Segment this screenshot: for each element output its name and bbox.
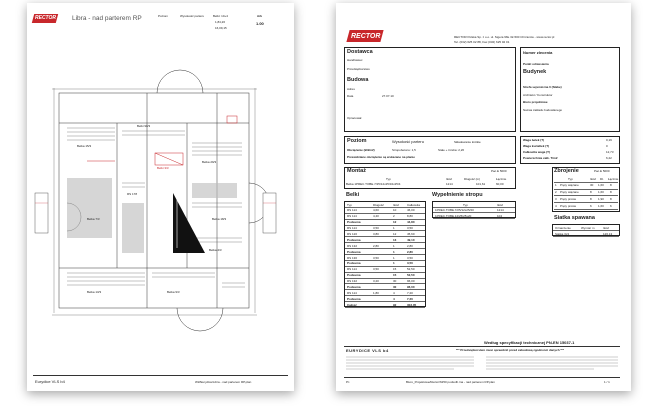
belki-cell: Podsuma	[347, 249, 361, 254]
belki-cell: 45,60	[407, 231, 415, 236]
belki-cell: 44,80	[407, 220, 415, 225]
belki-cell: 1	[393, 249, 395, 254]
weight-label: Waga kształtek (T)	[523, 144, 550, 148]
page-title: Libra - nad parterem RP	[72, 15, 142, 22]
adres-label: Adres	[347, 87, 355, 91]
przedsiebiorstwo-label: Przedsiębiorstwo	[347, 67, 370, 71]
nazwa-zakladu: Nazwa zakładu budowlanego	[523, 108, 563, 112]
belki-cell: Podsuma	[347, 261, 361, 266]
zlecenie-box	[520, 47, 620, 132]
belki-cell: 3,80	[373, 231, 379, 236]
belki-cell: RS 114	[347, 267, 357, 272]
numer-zlecenia: Numer zlecenia	[523, 50, 553, 55]
belki-cell: 52,50	[407, 267, 415, 272]
belki-cell: 1	[393, 261, 395, 266]
strefa-sejsmiczna: Strefa sejsmiczna 0 (Słabe)	[523, 85, 562, 89]
obciazenie-label: Obciążenie (kN/m2)	[347, 148, 375, 152]
belki-cell: 7,20	[407, 296, 413, 301]
montaz-col-ilosc: Ilość	[446, 177, 453, 181]
siatka-col-header: Wymiar m	[581, 225, 595, 230]
zbrojenie-heading: Zbrojenie	[554, 168, 579, 174]
montaz-heading: Montaż	[347, 168, 366, 174]
belki-cell: 13	[393, 237, 397, 242]
montaz-row-qty: 1214	[446, 182, 453, 186]
budowa-heading: Budowa	[347, 77, 369, 83]
footer-note: *** Przedsiębiorstwo musi sprawdzić przed zabudową zgodności danych ***	[456, 348, 564, 352]
zbrojenie-cell: 1,60	[598, 183, 604, 188]
zbrojenie-cell: 6	[610, 203, 612, 208]
belki-cell: 52,50	[407, 273, 415, 278]
specification-sheet	[336, 3, 631, 391]
header-val-b: 16,09,15	[215, 26, 227, 30]
belki-cell: 303,05	[407, 302, 417, 307]
weight-value: 12,73	[606, 150, 614, 154]
header-belki: Belki: 10+4	[213, 14, 228, 18]
belki-cell: RS 114	[347, 214, 357, 219]
footer-page: 1 / 1	[604, 380, 610, 384]
footer-right: WZ/Eurydice/Libra - nad parterem RP.plan	[195, 380, 252, 384]
belki-cell: 49,10	[407, 237, 415, 242]
zbrojenie-cell: 8	[590, 196, 592, 201]
zbrojenie-cell: 2	[555, 190, 557, 195]
zbrojenie-cell: Pręty proste	[560, 196, 577, 201]
belki-cell: Podsuma	[347, 296, 361, 301]
zbrojenie-cell: 3	[555, 196, 557, 201]
zbrojenie-cell: 8	[610, 183, 612, 188]
biuro-projektowe: Biuro projektowe	[523, 100, 548, 104]
belki-cell: Podsuma	[347, 273, 361, 278]
belki-cell: 4,60	[373, 208, 379, 213]
weight-value: 6,22	[606, 156, 612, 160]
zbrojenie-cell: Pręty wiązane	[560, 183, 579, 188]
wypelnienie-cell: 1PREC.TOBE.7/25/12x25/20	[435, 208, 474, 213]
belki-cell: 46,00	[407, 208, 415, 213]
footer-rule	[33, 375, 288, 376]
belki-cell: 15	[393, 267, 397, 272]
belki-cell: 3,50	[373, 226, 379, 231]
belki-cell: RS 130	[347, 255, 358, 260]
belki-cell: 1	[393, 255, 395, 260]
zbrojenie-row	[554, 190, 618, 197]
company-line-2: Tel. (032) 625 02 88, Fax (032) 625 02 01	[454, 40, 510, 44]
footer-left: P.I.	[346, 380, 351, 384]
belki-cell: Podsuma	[347, 237, 361, 242]
wypelnienie-col-header: Ilość	[497, 202, 504, 207]
rector-logo-text: RECTOR	[351, 33, 381, 40]
plan-label-10: Belka 9/3	[167, 290, 180, 294]
header-val-a: 1,84,26	[215, 20, 226, 24]
montaz-row-type: Belka 1PREC.TOBE.7/25/12x25/32x25/4	[346, 182, 401, 186]
zbrojenie-row	[554, 183, 618, 190]
belki-cell: 4	[393, 290, 395, 295]
zbrojenie-cell: 1,60	[598, 203, 604, 208]
zbrojenie-cell: 1,60	[598, 190, 604, 195]
belki-cell: 3,50	[407, 255, 413, 260]
zbrojenie-cell: 6	[590, 203, 592, 208]
plan-label-9: Belka 13/3	[87, 290, 102, 294]
zbrojenie-cell: Pręty proste	[560, 203, 577, 208]
punkt-odniesienia: Punkt odniesienia	[523, 62, 549, 66]
belki-cell: Podsuma	[347, 220, 361, 225]
belki-table	[344, 201, 426, 307]
siatka-table	[552, 224, 620, 236]
belki-cell: 3,50	[407, 226, 413, 231]
belki-row	[345, 302, 425, 308]
eurydice-label: EURYDICE VLS b4	[346, 348, 389, 353]
spec-rule	[344, 346, 620, 347]
belki-cell: Całość	[347, 302, 357, 307]
footer-path: Biuro_Projektowe/Rector/6250 podsufit.rna - nad parterem RP.plan	[406, 380, 495, 384]
siatka-col-header: Ilość	[603, 225, 610, 230]
belki-cell: 3,50	[373, 267, 379, 272]
belki-cell: RS 120	[347, 231, 358, 236]
belki-cell: 1	[393, 243, 395, 248]
dostawca-box	[344, 47, 516, 132]
belki-cell: 4,40	[373, 214, 379, 219]
zbrojenie-cell: 8	[610, 196, 612, 201]
przewidziane-note: Przewidziane obciążenie są wskazane na planie	[347, 155, 415, 159]
belki-cell: RS 114	[347, 290, 357, 295]
belki-cell: 3,20	[373, 279, 379, 284]
belki-col-header: Całkowita	[407, 202, 421, 207]
footer-left: Eurydice VLS b4	[35, 379, 65, 384]
belki-cell: 2,80	[407, 243, 413, 248]
belki-cell: 12	[393, 231, 397, 236]
rector-logo-text: RECTOR	[35, 15, 57, 21]
wypelnienie-cell: 1PREC.TOBE.12/25/25x20	[435, 213, 472, 218]
belki-cell: 2,80	[407, 249, 413, 254]
belki-cell: 92	[393, 302, 397, 307]
siatka-col-header: Oznaczenie	[555, 225, 571, 230]
company-line-1: RECTOR Polska Sp. z o.o. ul. Sigera 98e 32-500 Chrzanów - www.rector.pl	[454, 35, 555, 39]
header-ref-label: Ark	[257, 14, 263, 18]
belki-cell: RS 132	[347, 243, 358, 248]
data-label: Data	[347, 94, 354, 98]
weight-label: Powierzchnia całk. T/m2	[523, 156, 558, 160]
spec-line: Według specyfikacji technicznej PN-EN 15037-1	[484, 340, 575, 345]
zbrojenie-col-header: Dł.	[600, 176, 604, 181]
zbrojenie-row	[554, 203, 618, 210]
belki-heading: Belki	[346, 192, 360, 198]
opracowal-label: Opracował	[347, 116, 362, 120]
belki-cell: 3,50	[407, 261, 413, 266]
wypelnienie-cell: 1214	[497, 208, 504, 213]
belki-cell: 1	[393, 226, 395, 231]
header-wysokosc: Wysokość parteru	[180, 14, 204, 18]
plan-label-8: Belka 4/3	[209, 248, 222, 252]
zbrojenie-col-header: Typ	[568, 176, 573, 181]
siatka-row	[553, 231, 619, 237]
stropobetonu: Stropobetonu: 1,5	[392, 148, 416, 152]
fine-print-block	[344, 355, 620, 373]
wypelnienie-heading: Wypełnienie stropu	[432, 192, 483, 198]
wypelnienie-table	[432, 201, 516, 218]
weight-value: 0	[606, 144, 608, 148]
belki-cell: 8,80	[407, 214, 413, 219]
belki-cell: 2,80	[373, 243, 379, 248]
header-poziom: Poziom	[158, 14, 169, 18]
belki-cell: 7,20	[407, 290, 413, 295]
zbrojenie-cell: 1,90	[598, 196, 604, 201]
plan-label-1: Belki 90/3	[137, 124, 151, 128]
belki-col-header: Typ	[347, 202, 352, 207]
zbrojenie-header-right: Pac.E 5000	[594, 169, 610, 173]
belki-col-header: Długość	[373, 202, 384, 207]
belki-cell: 10	[393, 208, 397, 213]
wypelnienie-cell: 104	[497, 213, 503, 218]
footer-rule	[344, 377, 620, 378]
plan-label-5: Belka 7/3	[87, 217, 100, 221]
zbrojenie-cell: 8	[590, 190, 592, 195]
zbrojenie-cell: 1	[555, 183, 557, 188]
poziom-value: Wysokość parteru	[392, 139, 424, 144]
weight-label: Całkowita waga (T)	[523, 150, 551, 154]
zbrojenie-cell: 30	[590, 183, 594, 188]
montaz-col-lacznie: Łącznie	[496, 177, 507, 181]
architekt-label: Architekt / Konstruktor	[523, 93, 553, 97]
zbrojenie-cell: Pręty wiązane	[560, 190, 579, 195]
plan-label-3: Belka 29/3	[202, 160, 217, 164]
belki-cell: 2	[393, 214, 395, 219]
belki-cell: 30	[393, 284, 397, 289]
belki-cell: 15	[393, 273, 397, 278]
belki-cell: RS 114	[347, 208, 357, 213]
belki-col-header: Ilość	[393, 202, 400, 207]
wypelnienie-row	[433, 213, 515, 219]
plan-label-6: RS 178	[127, 192, 138, 196]
plan-label-4: Belki 3/3	[157, 166, 169, 170]
zbrojenie-row	[554, 196, 618, 203]
floor-plan-drawing	[27, 3, 294, 391]
siatka-cell: Siatka 3x3	[555, 231, 570, 236]
zbrojenie-header-row	[554, 176, 618, 183]
budynek-heading: Budynek	[523, 69, 547, 75]
zbrojenie-col-header: Ilość	[590, 176, 597, 181]
wypelnienie-col-header: Typ	[463, 202, 468, 207]
zbrojenie-cell: 8	[610, 190, 612, 195]
data-value: 27.07.10	[382, 94, 394, 98]
plan-label-7: Belka 18/3	[212, 217, 227, 221]
handlowiec-label: Handlowiec	[347, 58, 363, 62]
weight-value: 0,19	[606, 138, 612, 142]
belki-cell: 4	[393, 296, 395, 301]
dostawca-heading: Dostawca	[347, 49, 373, 55]
zbrojenie-col-header: Łącznie	[608, 176, 619, 181]
belki-cell: 30	[393, 279, 397, 284]
belki-cell: RS 132	[347, 279, 358, 284]
belki-cell: 96,00	[407, 284, 415, 289]
header-ref-value: 1.00	[256, 21, 264, 26]
siatka-heading: Siatka spawana	[554, 215, 595, 221]
poziom-heading: Poziom	[347, 138, 367, 144]
belki-cell: Podsuma	[347, 284, 361, 289]
montaz-row-len: 101,61	[476, 182, 486, 186]
skladowanie: Składowanie krótkie	[454, 140, 481, 144]
zbrojenie-cell: 4	[555, 203, 557, 208]
plan-label-2: Belka 15/3	[77, 144, 92, 148]
montaz-col-dlugosc: Długość (m)	[464, 177, 481, 181]
montaz-col-typ: Typ	[386, 177, 391, 181]
belki-cell: 3,50	[373, 255, 379, 260]
montaz-row-total: 60,00	[496, 182, 504, 186]
zbrojenie-table	[554, 176, 618, 210]
belki-cell: RS 114	[347, 226, 357, 231]
belki-cell: 96,00	[407, 279, 415, 284]
stale-value: Stale + trzeba: 2,26	[438, 148, 465, 152]
weight-label: Waga belek (T)	[523, 138, 545, 142]
montaz-header-right: Pac.E 5000	[491, 169, 507, 173]
belki-cell: 1,80	[373, 290, 379, 295]
belki-cell: 12	[393, 220, 397, 225]
siatka-cell: 126,13	[603, 231, 613, 236]
plan-sheet	[27, 3, 294, 391]
